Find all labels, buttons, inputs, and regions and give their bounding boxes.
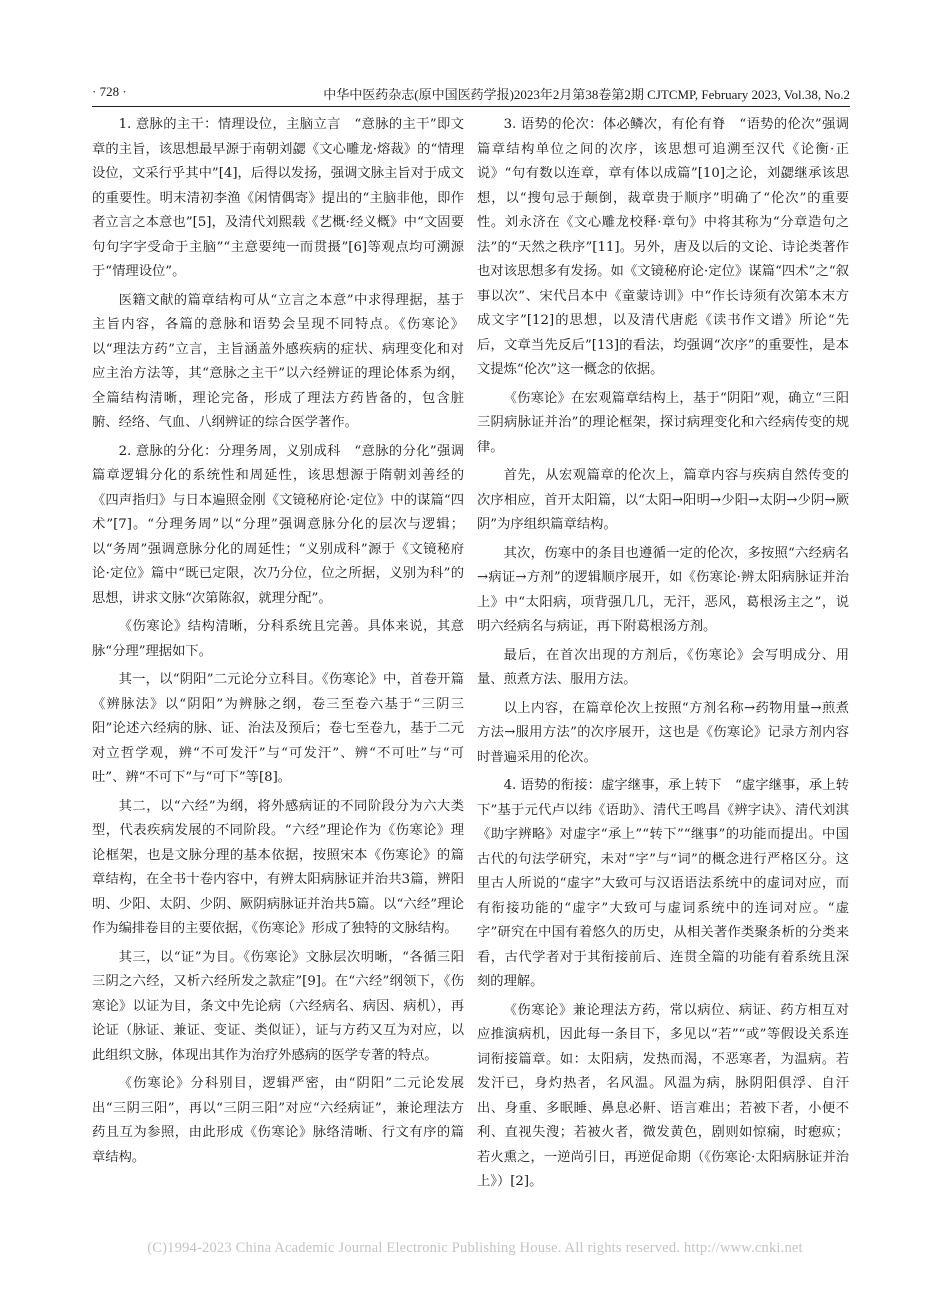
paragraph: 《伤寒论》兼论理法方药，常以病位、病证、药方相互对应推演病机，因此每一条目下，多见以“若”“或”等假设关系连词衔接篇章。如：太阳病，发热而渴，不恶寒者，为温病。若发汗已，身灼热者，名风温。风温为病，脉阴阳俱浮、自汗出、身重、多眠睡、鼻息必鼾、语言难出；若被下者，小便不利、直视失溲；若被火者，微发黄色，剧则如惊痫，时瘛疭；若火熏之，一逆尚引日，再逆促命期（《伤寒论·太阳病脉证并治上》）[2]。 <box>477 1002 849 1189</box>
running-header <box>92 84 850 107</box>
paragraph: 最后，在首次出现的方剂后，《伤寒论》会写明成分、用量、煎煮方法、服用方法。 <box>477 647 849 687</box>
left-column <box>92 113 464 1170</box>
journal-citation: 中华中医药杂志(原中国医药学报)2023年2月第38卷第2期 CJTCMP, February 2023, Vol.38, No.2 <box>323 87 850 102</box>
paragraph: 《伤寒论》结构清晰，分科系统且完善。具体来说，其意脉“分理”理据如下。 <box>92 619 464 659</box>
paragraph: 其三，以“证”为目。《伤寒论》文脉层次明晰，“各循三阳三阴之六经，又析六经所发之款症”[9]。在“六经”纲领下，《伤寒论》以证为目，条文中先论病（六经病名、病因、病机），再论证（脉证、兼证、变证、类似证），证与方药又互为对应，以此组织文脉，体现出其作为治疗外感病的医学专著的特点。 <box>92 949 464 1063</box>
right-column <box>477 113 849 1195</box>
paragraph: 1. 意脉的主干：情理设位，主脑立言 “意脉的主干”即文章的主旨，该思想最早源于南朝刘勰《文心雕龙·熔裁》的“情理设位，文采行乎其中”[4]，后得以发扬，强调文脉主旨对于成文的重要性。明末清初李渔《闲情偶寄》提出的“主脑非他，即作者立言之本意也”[5]，及清代刘熙载《艺概·经义概》中“文固要句句字字受命于主脑”“主意要纯一而贯摄”[6]等观点均可溯源于“情理设位”。 <box>92 117 464 279</box>
paragraph: 其一，以“阴阳”二元论分立科目。《伤寒论》中，首卷开篇《辨脉法》以“阴阳”为辨脉之纲，卷三至卷六基于“三阴三阳”论述六经病的脉、证、治法及预后；卷七至卷九，基于二元对立哲学观，辨“不可发汗”与“可发汗”、辨“不可吐”与“可吐”、辨“不可下”与“可下”等[8]。 <box>92 672 464 785</box>
paragraph: 以上内容，在篇章伦次上按照“方剂名称→药物用量→煎煮方法→服用方法”的次序展开，这也是《伤寒论》记录方剂内容时普遍采用的伦次。 <box>477 700 849 765</box>
paragraph: 《伤寒论》在宏观篇章结构上，基于“阴阳”观，确立“三阳三阴病脉证并治”的理论框架，探讨病理变化和六经病传变的规律。 <box>477 390 849 455</box>
copyright-footer: (C)1994-2023 China Academic Journal Electronic Publishing House. All rights reserved. http://www.cnki.net <box>147 1240 803 1256</box>
paragraph: 医籍文献的篇章结构可从“立言之本意”中求得理据，基于主旨内容，各篇的意脉和语势会呈现不同特点。《伤寒论》以“理法方药”立言，主旨涵盖外感疾病的症状、病理变化和对应主治方法等，其“意脉之主干”以六经辨证的理论体系为纲，全篇结构清晰，理论完备，形成了理法方药皆备的，包含脏腑、经络、气血、八纲辨证的综合医学著作。 <box>92 292 464 430</box>
paragraph: 《伤寒论》分科别目，逻辑严密，由“阴阳”二元论发展出“三阴三阳”，再以“三阴三阳”对应“六经病证”，兼论理法方药且互为参照，由此形成《伤寒论》脉络清晰、行文有序的篇章结构。 <box>92 1076 464 1165</box>
paragraph: 其二，以“六经”为纲，将外感病证的不同阶段分为六大类型，代表疾病发展的不同阶段。“六经”理论作为《伤寒论》理论框架，也是文脉分理的基本依据，按照宋本《伤寒论》的篇章结构，在全书十卷内容中，有辨太阳病脉证并治共3篇，辨阳明、少阳、太阴、少阴、厥阴病脉证并治共5篇。以“六经”理论作为编排卷目的主要依据，《伤寒论》形成了独特的文脉结构。 <box>92 798 464 936</box>
page-number: · 728 · <box>92 84 127 99</box>
paragraph: 4. 语势的衔接：虚字继事，承上转下 “虚字继事，承上转下”基于元代卢以纬《语助》、清代王鸣昌《辨字诀》、清代刘淇《助字辨略》对虚字“承上”“转下”“继事”的功能而提出。中国古代的句法学研究，未对“字”与“词”的概念进行严格区分。这里古人所说的“虚字”大致可与汉语语法系统中的虚词对应，而有衔接功能的“虚字”大致可与虚词系统中的连词对应。“虚字”研究在中国有着悠久的历史，从相关著作类聚条析的分类来看，古代学者对于其衔接前后、连贯全篇的功能有着系统且深刻的理解。 <box>477 778 849 989</box>
paragraph: 首先，从宏观篇章的伦次上，篇章内容与疾病自然传变的次序相应，首开太阳篇，以“太阳→阳明→少阳→太阴→少阴→厥阴”为序组织篇章结构。 <box>477 468 849 532</box>
paragraph: 2. 意脉的分化：分理务周，义别成科 “意脉的分化”强调篇章逻辑分化的系统性和周延性，该思想源于隋朝刘善经的《四声指归》与日本遍照金刚《文镜秘府论·定位》中的谋篇“四术”[7]。“分理务周”以“分理”强调意脉分化的层次与逻辑；以“务周”强调意脉分化的周延性；“义别成科”源于《文镜秘府论·定位》篇中“既已定限，次乃分位，位之所据，义别为科”的思想，讲求文脉“次第陈叙，就理分配”。 <box>92 443 464 606</box>
paragraph: 其次，伤寒中的条目也遵循一定的伦次，多按照“六经病名→病证→方剂”的逻辑顺序展开，如《伤寒论·辨太阳病脉证并治上》中“太阳病，项背强几几，无汗，恶风，葛根汤主之”，说明六经病名与病证，再下附葛根汤方剂。 <box>477 545 849 634</box>
paragraph: 3. 语势的伦次：体必鳞次，有伦有脊 “语势的伦次”强调篇章结构单位之间的次序，该思想可追溯至汉代《论衡·正说》“句有数以连章，章有体以成篇”[10]之论，刘勰继承该思想，以“搜句忌于颠倒，裁章贵于顺序”明确了“伦次”的重要性。刘永济在《文心雕龙校释·章句》中将其称为“分章造句之法”的“天然之秩序”[11]。另外，唐及以后的文论、诗论类著作也对该思想多有发扬。如《文镜秘府论·定位》谋篇“四术”之“叙事以次”、宋代吕本中《童蒙诗训》中“作长诗须有次第本末方成文字”[12]的思想，以及清代唐彪《读书作文谱》所论“先后，文章当先反后”[13]的看法，均强调“次序”的重要性，是本文提炼“伦次”这一概念的依据。 <box>477 117 849 377</box>
